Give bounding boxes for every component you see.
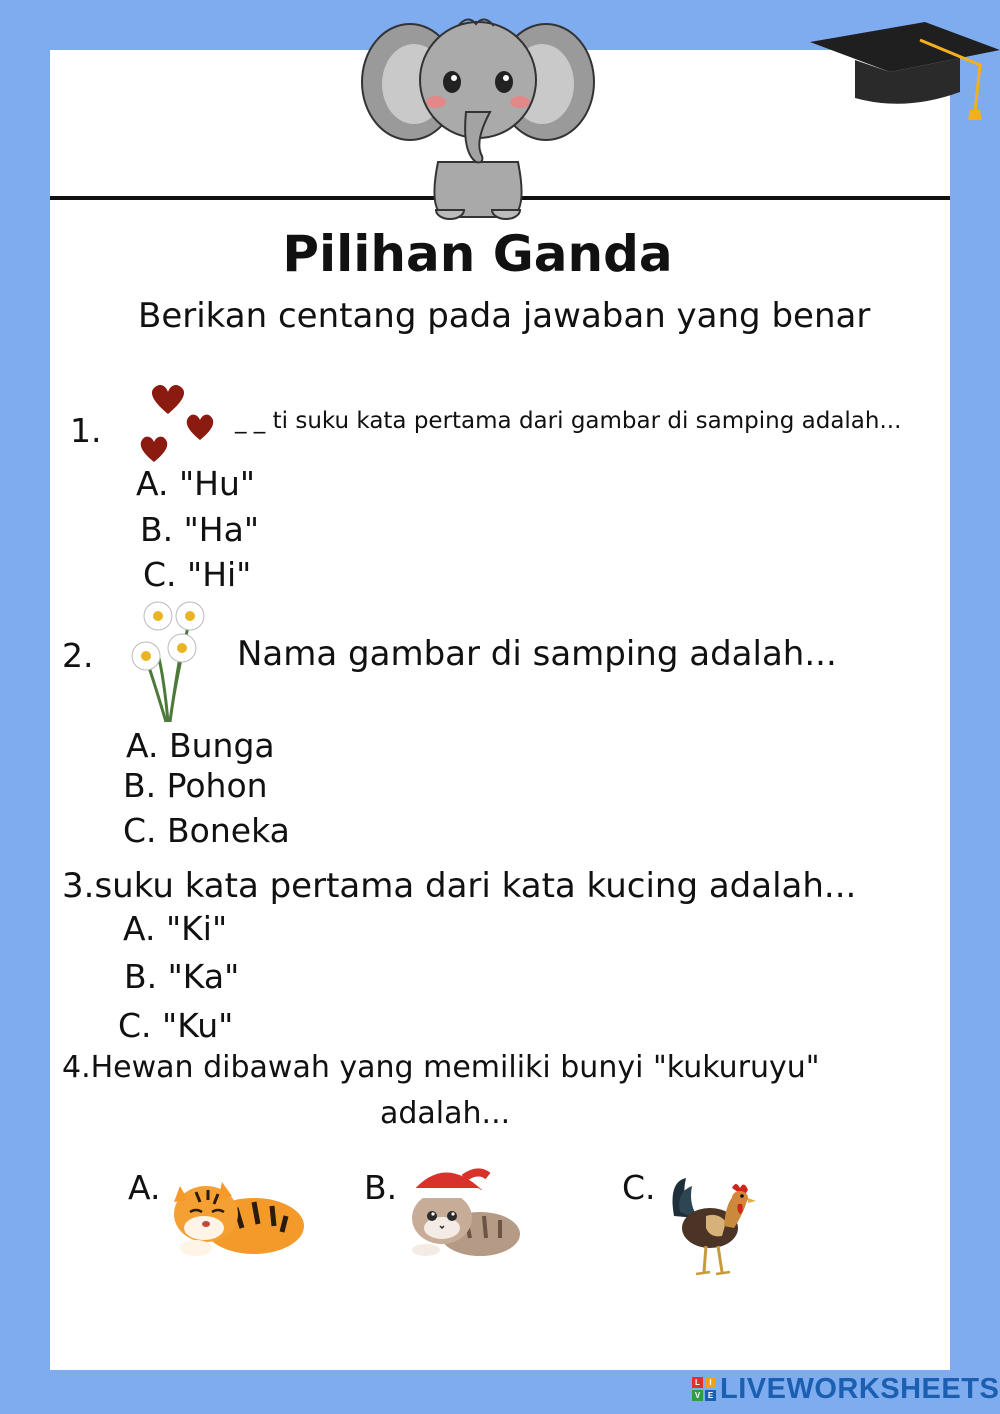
question-4-text: 4.Hewan dibawah yang memiliki bunyi "kukuruyu" — [62, 1050, 820, 1085]
logo-letter-e: E — [705, 1390, 716, 1401]
elephant-illustration — [358, 12, 598, 224]
graduation-cap-illustration — [810, 20, 1000, 120]
daisy-flowers-icon — [126, 598, 210, 726]
q3-option-b[interactable]: B. "Ka" — [124, 957, 240, 996]
hearts-icon — [138, 382, 220, 464]
q4-option-a-label[interactable]: A. — [128, 1168, 161, 1207]
q4-option-c-label[interactable]: C. — [622, 1168, 656, 1207]
liveworksheets-branding — [692, 1372, 999, 1406]
question-1-number: 1. — [70, 411, 102, 450]
question-1-text: _ _ ti suku kata pertama dari gambar di samping adalah... — [235, 408, 902, 434]
question-2-number: 2. — [62, 636, 94, 675]
q2-option-c[interactable]: C. Boneka — [123, 811, 290, 850]
q4-option-b-label[interactable]: B. — [364, 1168, 398, 1207]
q1-option-a[interactable]: A. "Hu" — [136, 464, 256, 503]
rooster-icon[interactable] — [666, 1172, 758, 1282]
q2-option-b[interactable]: B. Pohon — [123, 766, 268, 805]
brand-name: LIVEWORKSHEETS — [720, 1372, 1000, 1405]
liveworksheets-logo-icon — [692, 1377, 716, 1401]
question-4-text-continued: adalah... — [380, 1096, 511, 1131]
cat-with-santa-hat-icon[interactable] — [404, 1162, 522, 1260]
q1-option-c[interactable]: C. "Hi" — [143, 555, 252, 594]
q3-option-a[interactable]: A. "Ki" — [123, 909, 228, 948]
question-3-text: 3.suku kata pertama dari kata kucing adalah... — [62, 866, 857, 906]
instruction-text: Berikan centang pada jawaban yang benar — [138, 296, 871, 336]
q3-option-c[interactable]: C. "Ku" — [118, 1006, 234, 1045]
page-title: Pilihan Ganda — [282, 225, 673, 283]
q1-option-b[interactable]: B. "Ha" — [140, 510, 260, 549]
logo-letter-v: V — [692, 1390, 703, 1401]
logo-letter-l: L — [692, 1377, 703, 1388]
q2-option-a[interactable]: A. Bunga — [126, 726, 275, 765]
tiger-icon[interactable] — [166, 1164, 306, 1260]
logo-letter-i: I — [705, 1377, 716, 1388]
question-2-text: Nama gambar di samping adalah... — [237, 634, 837, 674]
